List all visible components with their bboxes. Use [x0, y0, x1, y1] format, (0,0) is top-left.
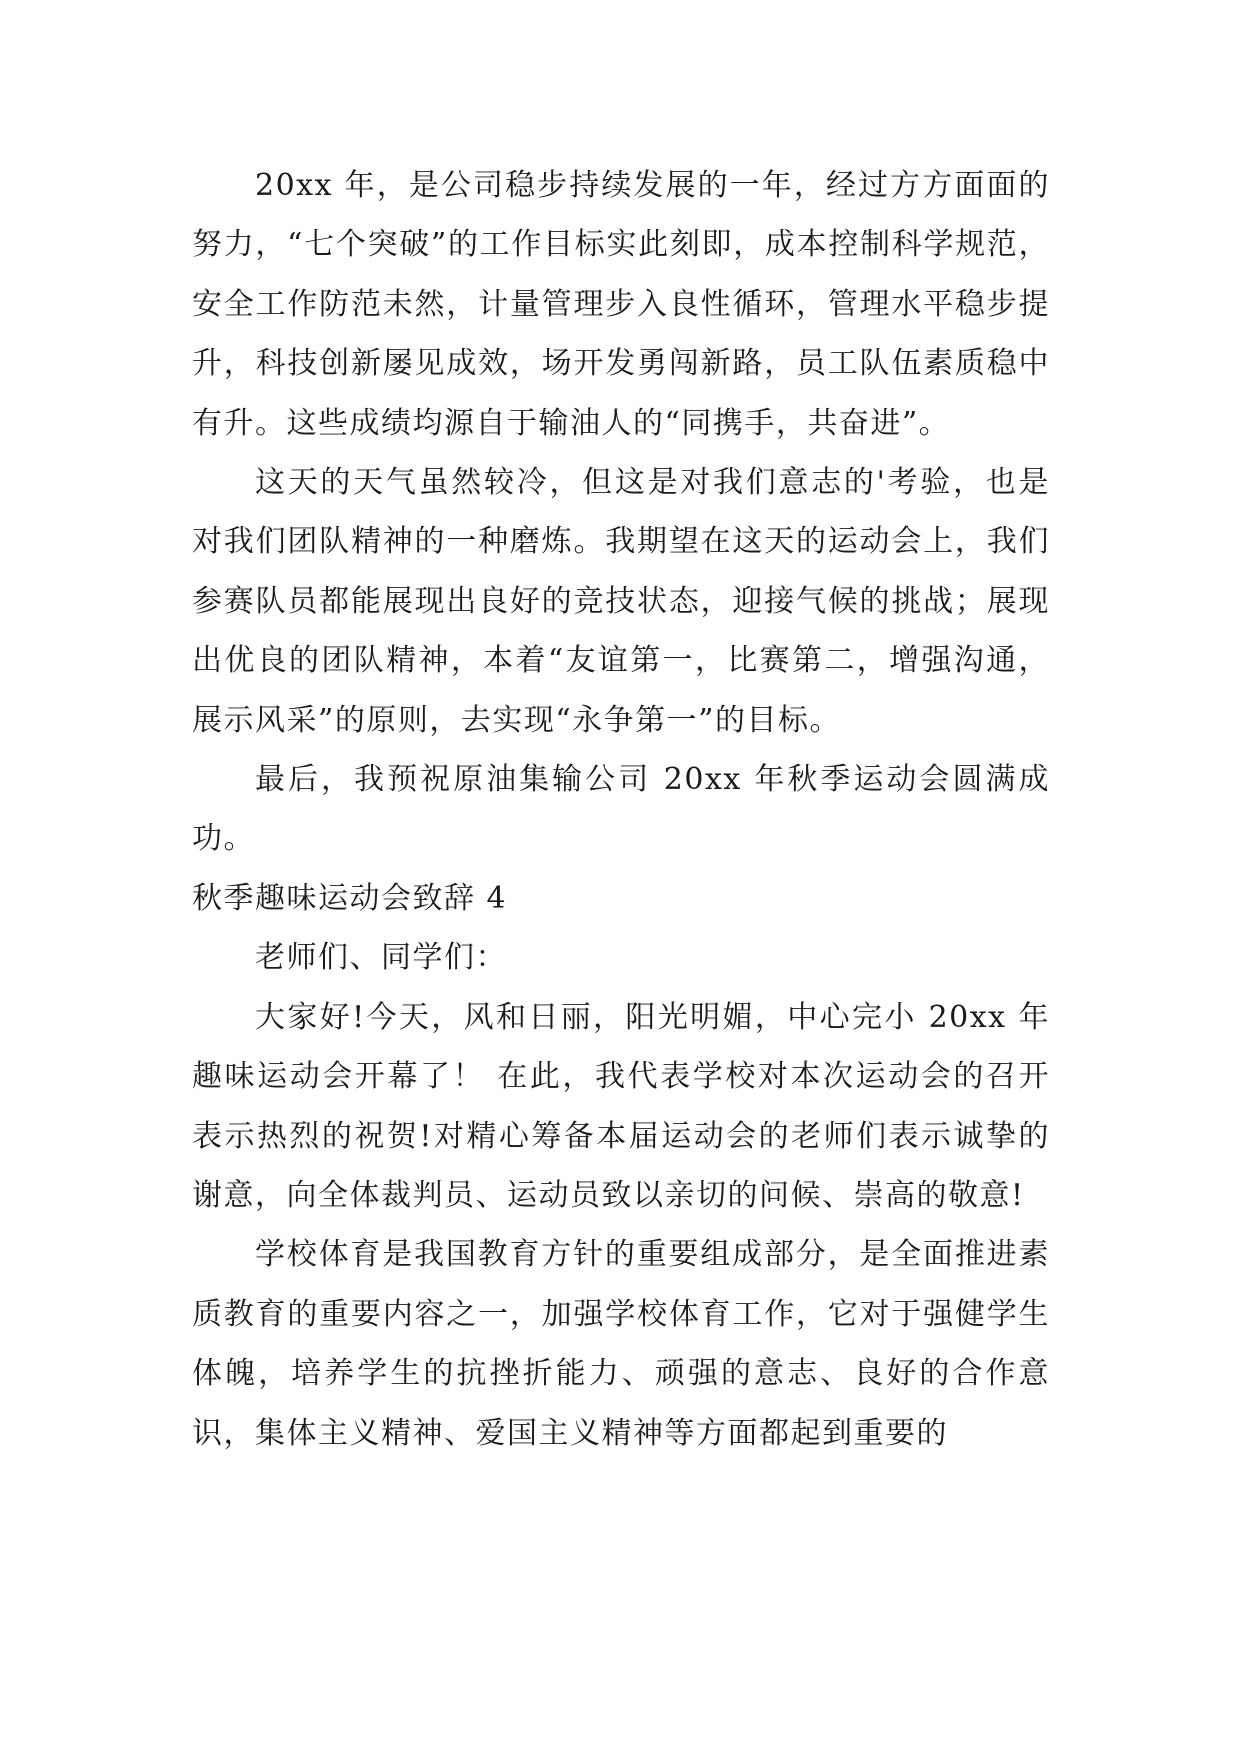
paragraph-greeting: 大家好!今天，风和日丽，阳光明媚，中心完小 20xx 年趣味运动会开幕了！ 在此，我代表学校对本次运动会的召开表示热烈的祝贺!对精心筹备本届运动会的老师们表示诚挚的谢意，向全体裁判员、运动员致以亲切的问候、崇高的敬意! — [192, 999, 1050, 1213]
paragraph-closing-wish: 最后，我预祝原油集输公司 20xx 年秋季运动会圆满成功。 — [192, 762, 1050, 857]
section-title: 秋季趣味运动会致辞 4 — [192, 880, 508, 916]
salutation: 老师们、同学们： — [255, 940, 507, 976]
document-body — [192, 156, 1050, 1463]
paragraph-school-sports: 学校体育是我国教育方针的重要组成部分，是全面推进素质教育的重要内容之一，加强学校体育工作，它对于强健学生体魄，培养学生的抗挫折能力、顽强的意志、良好的合作意识，集体主义精神、爱国主义精神等方面都起到重要的 — [192, 1237, 1050, 1451]
paragraph-achievements: 20xx 年，是公司稳步持续发展的一年，经过方方面面的努力，“七个突破”的工作目标实此刻即，成本控制科学规范，安全工作防范未然，计量管理步入良性循环，管理水平稳步提升，科技创新屡见成效，场开发勇闯新路，员工队伍素质稳中有升。这些成绩均源自于输油人的“同携手，共奋进”。 — [192, 168, 1050, 441]
paragraph-weather: 这天的天气虽然较冷，但这是对我们意志的'考验，也是对我们团队精神的一种磨炼。我期望在这天的运动会上，我们参赛队员都能展现出良好的竞技状态，迎接气候的挑战；展现出优良的团队精神，本着“友谊第一，比赛第二，增强沟通，展示风采”的原则，去实现“永争第一”的目标。 — [192, 465, 1050, 738]
